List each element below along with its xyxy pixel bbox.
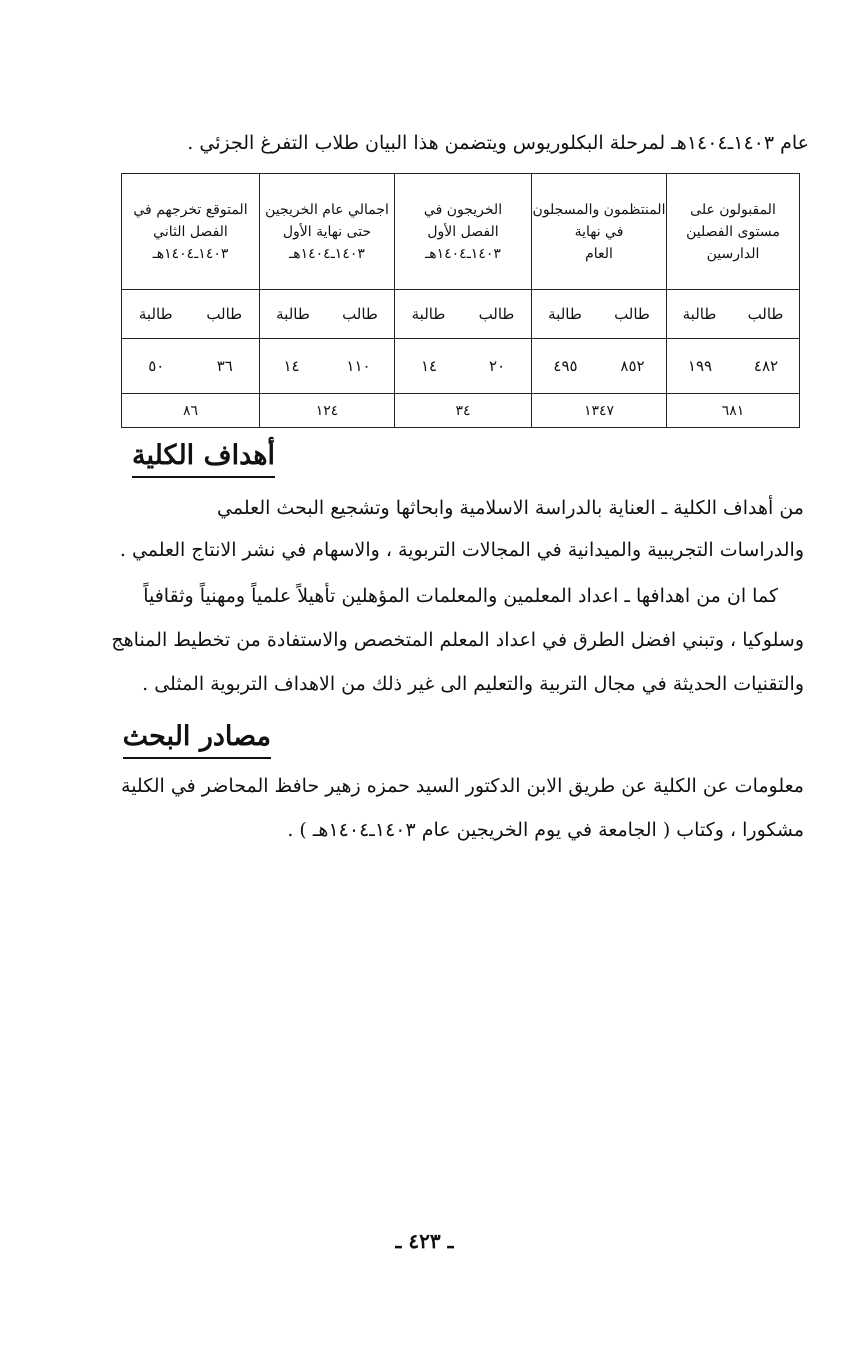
gender-cell: طالب طالبة — [667, 290, 800, 339]
total-cell: ٦٨١ — [667, 394, 800, 428]
table-totals-row — [122, 394, 800, 428]
value-cell: ١١٠ ١٤ — [260, 339, 395, 394]
value-cell: ٣٦ ٥٠ — [122, 339, 260, 394]
header-cell-enrolled: المنتظمون والمسجلون في نهاية العام — [532, 174, 667, 290]
value-cell: ٤٨٢ ١٩٩ — [667, 339, 800, 394]
page-number: ـ ٤٢٣ ـ — [395, 1229, 454, 1253]
gender-cell: طالب طالبة — [122, 290, 260, 339]
gender-cell: طالب طالبة — [395, 290, 532, 339]
total-cell: ٨٦ — [122, 394, 260, 428]
goals-line: والدراسات التجريبية والميدانية في المجالات التربوية ، والاسهام في نشر الانتاج العلمي . — [119, 539, 804, 561]
total-cell: ٣٤ — [395, 394, 532, 428]
gender-cell: طالب طالبة — [532, 290, 667, 339]
value-cell: ٢٠ ١٤ — [395, 339, 532, 394]
sources-heading: مصادر البحث — [123, 718, 271, 759]
value-cell: ٨٥٢ ٤٩٥ — [532, 339, 667, 394]
intro-line: عام ١٤٠٣ـ١٤٠٤هـ لمرحلة البكلوريوس ويتضمن هذا البيان طلاب التفرغ الجزئي . — [187, 132, 809, 154]
total-cell: ١٢٤ — [260, 394, 395, 428]
table-header-row — [122, 174, 800, 290]
goals-line: والتقنيات الحديثة في مجال التربية والتعليم الى غير ذلك من الاهداف التربوية المثلى . — [142, 673, 804, 695]
header-cell-accepted: المقبولون على مستوى الفصلين الدارسين — [667, 174, 800, 290]
graduates-table — [121, 173, 800, 428]
goals-line: وسلوكيا ، وتبني افضل الطرق في اعداد المعلم المتخصص والاستفادة من تخطيط المناهج — [111, 629, 804, 651]
sources-line: معلومات عن الكلية عن طريق الابن الدكتور السيد حمزه زهير حافظ المحاضر في الكلية — [121, 775, 804, 797]
goals-line: كما ان من اهدافها ـ اعداد المعلمين والمعلمات المؤهلين تأهيلاً علمياً ومهنياً وثقافياً — [143, 585, 778, 607]
header-cell-graduates-first-term: الخريجون في الفصل الأول ١٤٠٣ـ١٤٠٤هـ — [395, 174, 532, 290]
table-gender-row — [122, 290, 800, 339]
sources-line: مشكورا ، وكتاب ( الجامعة في يوم الخريجين عام ١٤٠٣ـ١٤٠٤هـ ) . — [287, 819, 804, 841]
header-cell-expected-graduates: المتوقع تخرجهم في الفصل الثاني ١٤٠٣ـ١٤٠٤هـ — [122, 174, 260, 290]
goals-heading: أهداف الكلية — [132, 437, 275, 478]
goals-line: من أهداف الكلية ـ العناية بالدراسة الاسلامية وابحاثها وتشجيع البحث العلمي — [217, 497, 804, 519]
total-cell: ١٣٤٧ — [532, 394, 667, 428]
table-values-row — [122, 339, 800, 394]
header-cell-total-graduates: اجمالي عام الخريجين حتى نهاية الأول ١٤٠٣ـ١٤٠٤هـ — [260, 174, 395, 290]
gender-cell: طالب طالبة — [260, 290, 395, 339]
